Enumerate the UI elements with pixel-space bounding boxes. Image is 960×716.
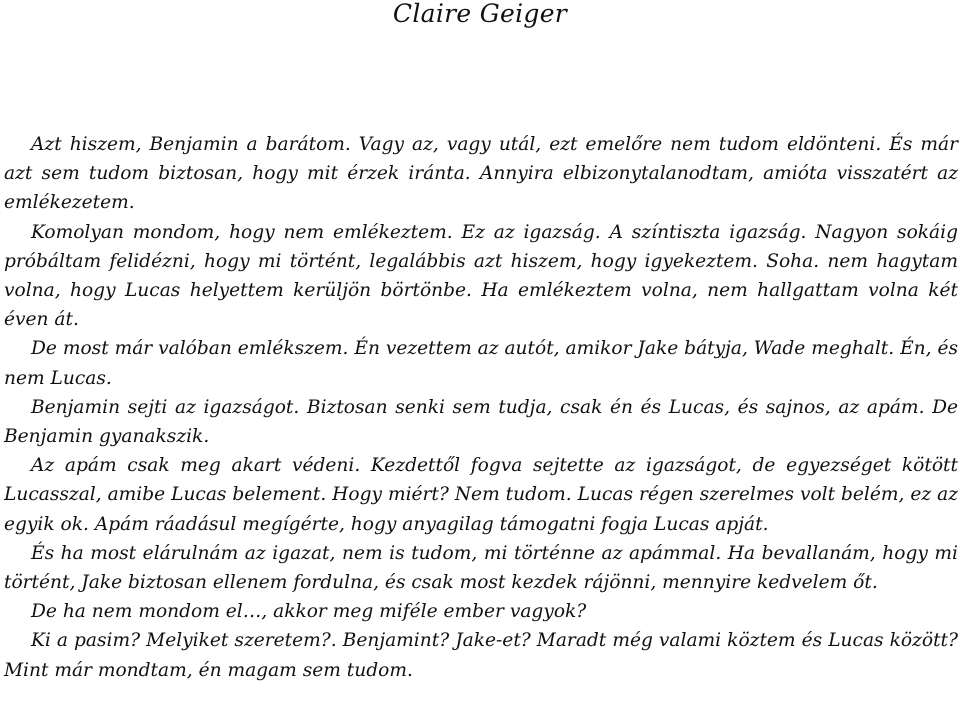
paragraph-2: Komolyan mondom, hogy nem emlékeztem. Ez az igazság. A színtiszta igazság. Nagyon sokáig próbáltam felidézni, hogy mi történt, legalábbis azt hiszem, hogy igyekeztem. Soha. nem hagytam volna, hogy Lucas helyettem kerüljön börtönbe. Ha emlékeztem volna, nem hallgattam volna két éven át. — [4, 221, 958, 331]
paragraph-1: Azt hiszem, Benjamin a barátom. Vagy az, vagy utál, ezt emelőre nem tudom eldönteni. És már azt sem tudom biztosan, hogy mit érzek iránta. Annyira elbizonytalanodtam, amióta visszatért az emlékezetem. — [4, 134, 958, 214]
paragraph-3: De most már valóban emlékszem. Én vezettem az autót, amikor Jake bátyja, Wade meghalt. Én, és nem Lucas. — [4, 338, 958, 389]
running-header: Claire Geiger — [392, 0, 568, 28]
paragraph-6: És ha most elárulnám az igazat, nem is tudom, mi történne az apámmal. Ha bevallanám, hogy mi történt, Jake biztosan ellenem fordulna, és csak most kezdek rájönni, mennyire kedvelem őt. — [4, 542, 958, 594]
paragraph-8: Ki a pasim? Melyiket szeretem?. Benjamint? Jake-et? Maradt még valami köztem és Lucas között? Mint már mondtam, én magam sem tudom. — [4, 630, 958, 681]
paragraph-7: De ha nem mondom el…, akkor meg miféle ember vagyok? — [31, 601, 587, 623]
chapter-text — [4, 130, 958, 685]
paragraph-4: Benjamin sejti az igazságot. Biztosan senki sem tudja, csak én és Lucas, és sajnos, az apám. De Benjamin gyanakszik. — [4, 396, 958, 448]
paragraph-5: Az apám csak meg akart védeni. Kezdettől fogva sejtette az igazságot, de egyezséget kötött Lucasszal, amibe Lucas belement. Hogy miért? Nem tudom. Lucas régen szerelmes volt belém, ez az egyik ok. Apám ráadásul megígérte, hogy anyagilag támogatni fogja Lucas apját. — [4, 455, 958, 535]
